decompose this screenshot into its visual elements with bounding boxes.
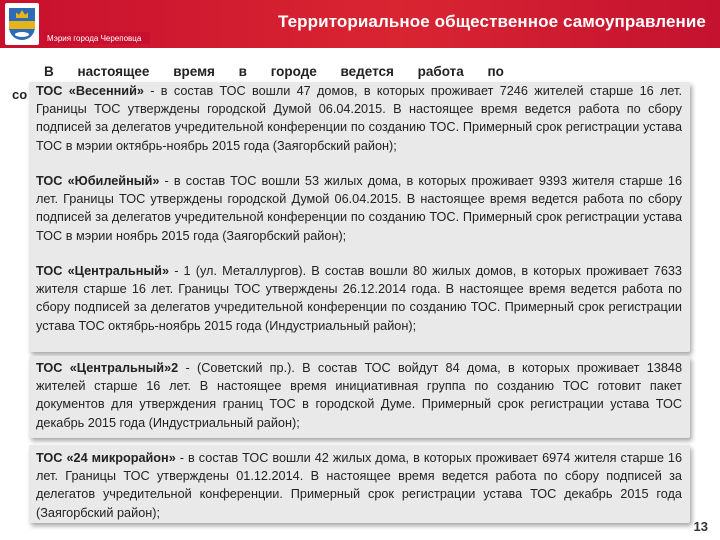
- intro-word: городе: [270, 64, 317, 79]
- intro-word: настоящее: [77, 64, 150, 79]
- tos-entry: [36, 359, 682, 432]
- tos-name: ТОС «Юбилейный»: [36, 174, 160, 188]
- tos-description: - (Советский пр.). В состав ТОС войдут 84 дома, в которых проживает 13848 жителей старше 16 лет. В настоящее время инициативная группа по созданию ТОС готовит пакет документов для утверждения границ ТОС в городской Думе. Примерный срок регистрации устава ТОС декабрь 2015 года (Индустриальный район);: [36, 361, 682, 430]
- tos-description: - 1 (ул. Металлургов). В состав вошли 80 жилых домов, в которых проживает 7633 жителя старше 16 лет. Границы ТОС утверждены 26.12.2014 года. В настоящее время ведется работа по сбору подписей за делегатов учредительной конференции по созданию ТОС. Примерный срок регистрации устава ТОС октябрь-ноябрь 2015 года (Индустриальный район);: [36, 264, 682, 333]
- tos-name: ТОС «Центральный»: [36, 264, 170, 278]
- intro-word: ведется: [340, 64, 394, 79]
- tos-entry: [36, 262, 682, 335]
- intro-word: работа: [417, 64, 464, 79]
- page-number: 13: [693, 519, 708, 534]
- tos-description: - в состав ТОС вошли 47 домов, в которых проживает 7246 жителей старше 16 лет. Границы ТОС утверждены городской Думой 06.04.2015. В настоящее время ведется работа по сбору подписей за делегатов учредительной конференции по созданию ТОС. Примерный срок регистрации устава ТОС в мэрии октябрь-ноябрь 2015 года (Заягорбский район);: [36, 84, 682, 153]
- intro-word: время: [173, 64, 215, 79]
- cherepovets-coat-of-arms-icon: [5, 3, 39, 45]
- tos-entry: [36, 172, 682, 245]
- tos-name: ТОС «24 микрорайон»: [36, 451, 176, 465]
- intro-line: [44, 64, 504, 79]
- tos-name: ТОС «Весенний»: [36, 84, 144, 98]
- intro-cut-fragment: со: [12, 87, 28, 102]
- brand-name: Мэрия города Череповца: [47, 34, 142, 43]
- tos-name: ТОС «Центральный»2: [36, 361, 179, 375]
- intro-word: в: [238, 64, 247, 79]
- page-title: Территориальное общественное самоуправление: [277, 12, 706, 31]
- tos-description: - в состав ТОС вошли 42 жилых дома, в которых проживает 6974 жителя старше 16 лет. Границы ТОС утверждены 01.12.2014. В настоящее время ведется работа по сбору подписей за делегатов учредительной конференции. Примерный срок регистрации устава ТОС декабрь 2015 года (Заягорбский район);: [36, 451, 682, 520]
- header-bar: [0, 0, 720, 48]
- intro-word: по: [487, 64, 504, 79]
- tos-entry: [36, 449, 682, 522]
- intro-word: В: [44, 64, 54, 79]
- tos-entry: [36, 82, 682, 155]
- tos-description: - в состав ТОС вошли 53 жилых дома, в которых проживает 9393 жителя старше 16 лет. Границы ТОС утверждены городской Думой 06.04.2015. В настоящее время ведется работа по сбору подписей за делегатов учредительной конференции по созданию ТОС. Примерный срок регистрации устава ТОС в мэрии ноябрь 2015 года (Заягорбский район);: [36, 174, 682, 243]
